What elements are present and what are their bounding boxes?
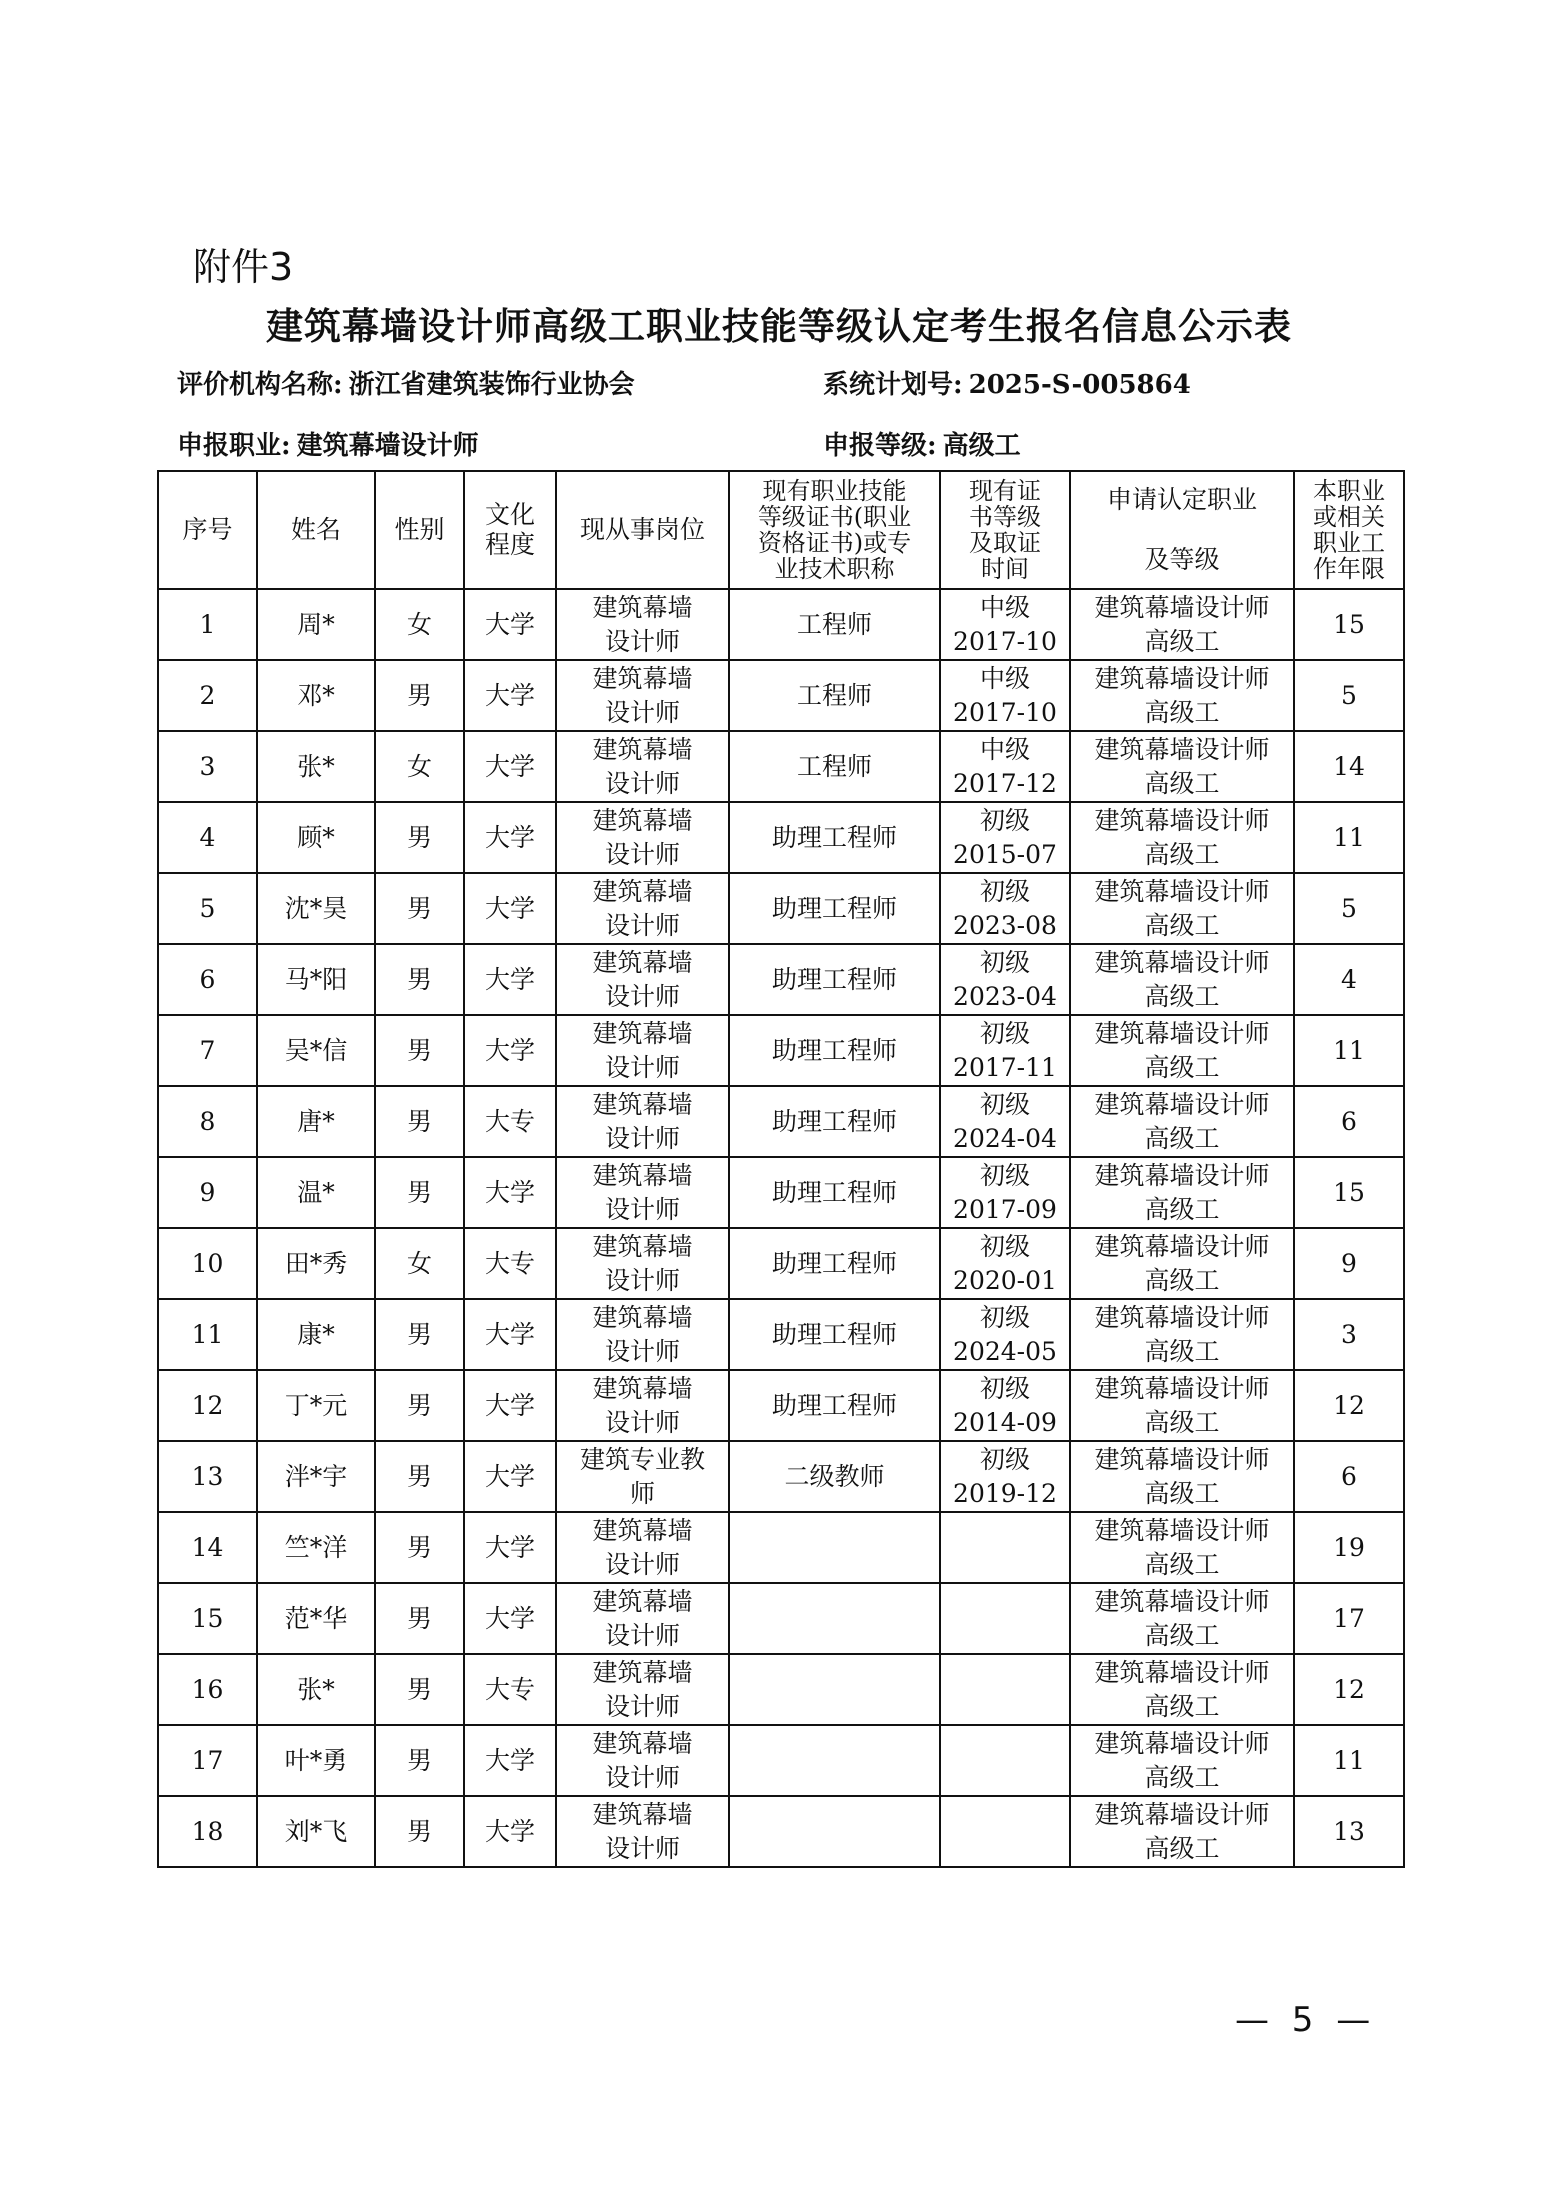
cert-level-date-cell (940, 1654, 1070, 1725)
name-cell: 周* (257, 589, 375, 660)
position-cell: 建筑幕墙 设计师 (556, 1015, 729, 1086)
position-cell: 建筑幕墙 设计师 (556, 873, 729, 944)
table-row (158, 589, 1404, 660)
table-row (158, 873, 1404, 944)
table-row (158, 1796, 1404, 1867)
table-row (158, 1228, 1404, 1299)
name-cell: 康* (257, 1299, 375, 1370)
gender-cell: 男 (375, 1654, 464, 1725)
serial-cell: 5 (158, 873, 257, 944)
applied-level-cell: 建筑幕墙设计师 高级工 (1070, 589, 1294, 660)
education-cell: 大学 (464, 1015, 556, 1086)
education-cell: 大学 (464, 1370, 556, 1441)
cert-level-date-cell (940, 1725, 1070, 1796)
cert-level-date-cell: 中级 2017-10 (940, 589, 1070, 660)
applied-level-cell: 建筑幕墙设计师 高级工 (1070, 1725, 1294, 1796)
name-cell: 叶*勇 (257, 1725, 375, 1796)
certificate-cell: 助理工程师 (729, 1228, 940, 1299)
certificate-cell: 助理工程师 (729, 1086, 940, 1157)
header-cell: 申请认定职业 及等级 (1070, 471, 1294, 589)
education-cell: 大专 (464, 1654, 556, 1725)
education-cell: 大学 (464, 1725, 556, 1796)
plan-label: 系统计划号: (823, 370, 963, 400)
table-row (158, 1299, 1404, 1370)
header-cell: 现从事岗位 (556, 471, 729, 589)
work-years-cell: 12 (1294, 1654, 1404, 1725)
gender-cell: 男 (375, 1157, 464, 1228)
work-years-cell: 6 (1294, 1441, 1404, 1512)
work-years-cell: 3 (1294, 1299, 1404, 1370)
position-cell: 建筑幕墙 设计师 (556, 589, 729, 660)
level-value: 高级工 (942, 431, 1021, 461)
serial-cell: 18 (158, 1796, 257, 1867)
certificate-cell: 二级教师 (729, 1441, 940, 1512)
gender-cell: 男 (375, 1796, 464, 1867)
applied-level-cell: 建筑幕墙设计师 高级工 (1070, 1654, 1294, 1725)
certificate-cell (729, 1654, 940, 1725)
gender-cell: 男 (375, 1370, 464, 1441)
education-cell: 大专 (464, 1086, 556, 1157)
name-cell: 范*华 (257, 1583, 375, 1654)
header-cell: 姓名 (257, 471, 375, 589)
name-cell: 马*阳 (257, 944, 375, 1015)
applied-level-cell: 建筑幕墙设计师 高级工 (1070, 731, 1294, 802)
table-row (158, 1157, 1404, 1228)
certificate-cell: 工程师 (729, 589, 940, 660)
document-title: 建筑幕墙设计师高级工职业技能等级认定考生报名信息公示表 (266, 304, 1292, 348)
applied-level-cell: 建筑幕墙设计师 高级工 (1070, 944, 1294, 1015)
work-years-cell: 13 (1294, 1796, 1404, 1867)
name-cell: 丁*元 (257, 1370, 375, 1441)
table-row (158, 660, 1404, 731)
education-cell: 大学 (464, 1512, 556, 1583)
serial-cell: 9 (158, 1157, 257, 1228)
serial-cell: 12 (158, 1370, 257, 1441)
certificate-cell (729, 1796, 940, 1867)
cert-level-date-cell: 中级 2017-10 (940, 660, 1070, 731)
serial-cell: 14 (158, 1512, 257, 1583)
cert-level-date-cell (940, 1512, 1070, 1583)
work-years-cell: 11 (1294, 1015, 1404, 1086)
name-cell: 温* (257, 1157, 375, 1228)
org-meta (177, 364, 635, 401)
certificate-cell: 助理工程师 (729, 1370, 940, 1441)
org-value: 浙江省建筑装饰行业协会 (348, 370, 635, 400)
gender-cell: 男 (375, 1441, 464, 1512)
education-cell: 大学 (464, 1157, 556, 1228)
gender-cell: 男 (375, 873, 464, 944)
name-cell: 唐* (257, 1086, 375, 1157)
certificate-cell: 工程师 (729, 731, 940, 802)
education-cell: 大学 (464, 1299, 556, 1370)
applied-level-cell: 建筑幕墙设计师 高级工 (1070, 1157, 1294, 1228)
cert-level-date-cell: 初级 2014-09 (940, 1370, 1070, 1441)
serial-cell: 2 (158, 660, 257, 731)
serial-cell: 1 (158, 589, 257, 660)
education-cell: 大学 (464, 589, 556, 660)
serial-cell: 11 (158, 1299, 257, 1370)
work-years-cell: 5 (1294, 660, 1404, 731)
position-cell: 建筑幕墙 设计师 (556, 944, 729, 1015)
serial-cell: 10 (158, 1228, 257, 1299)
position-cell: 建筑幕墙 设计师 (556, 731, 729, 802)
level-label: 申报等级: (823, 431, 937, 461)
cert-level-date-cell: 初级 2024-04 (940, 1086, 1070, 1157)
cert-level-date-cell: 初级 2024-05 (940, 1299, 1070, 1370)
gender-cell: 男 (375, 660, 464, 731)
applied-level-cell: 建筑幕墙设计师 高级工 (1070, 802, 1294, 873)
name-cell: 顾* (257, 802, 375, 873)
header-cell: 文化 程度 (464, 471, 556, 589)
name-cell: 竺*洋 (257, 1512, 375, 1583)
table-row (158, 1512, 1404, 1583)
applied-level-cell: 建筑幕墙设计师 高级工 (1070, 1583, 1294, 1654)
education-cell: 大学 (464, 1583, 556, 1654)
gender-cell: 男 (375, 802, 464, 873)
position-cell: 建筑幕墙 设计师 (556, 1583, 729, 1654)
applied-level-cell: 建筑幕墙设计师 高级工 (1070, 1086, 1294, 1157)
table-body (158, 589, 1404, 1867)
position-cell: 建筑幕墙 设计师 (556, 1228, 729, 1299)
name-cell: 刘*飞 (257, 1796, 375, 1867)
education-cell: 大学 (464, 1796, 556, 1867)
work-years-cell: 5 (1294, 873, 1404, 944)
header-cell: 本职业 或相关 职业工 作年限 (1294, 471, 1404, 589)
certificate-cell (729, 1512, 940, 1583)
certificate-cell: 助理工程师 (729, 1299, 940, 1370)
education-cell: 大学 (464, 660, 556, 731)
cert-level-date-cell: 初级 2015-07 (940, 802, 1070, 873)
cert-level-date-cell (940, 1583, 1070, 1654)
name-cell: 泮*宇 (257, 1441, 375, 1512)
gender-cell: 男 (375, 1512, 464, 1583)
serial-cell: 17 (158, 1725, 257, 1796)
position-cell: 建筑幕墙 设计师 (556, 1370, 729, 1441)
applied-level-cell: 建筑幕墙设计师 高级工 (1070, 660, 1294, 731)
certificate-cell: 工程师 (729, 660, 940, 731)
position-cell: 建筑专业教 师 (556, 1441, 729, 1512)
education-cell: 大学 (464, 1441, 556, 1512)
work-years-cell: 9 (1294, 1228, 1404, 1299)
plan-meta (823, 364, 1191, 401)
serial-cell: 4 (158, 802, 257, 873)
certificate-cell: 助理工程师 (729, 1015, 940, 1086)
applied-level-cell: 建筑幕墙设计师 高级工 (1070, 1015, 1294, 1086)
applied-level-cell: 建筑幕墙设计师 高级工 (1070, 1441, 1294, 1512)
header-cell: 现有职业技能 等级证书(职业 资格证书)或专 业技术职称 (729, 471, 940, 589)
gender-cell: 女 (375, 1228, 464, 1299)
attachment-label: 附件3 (193, 245, 294, 289)
position-cell: 建筑幕墙 设计师 (556, 1157, 729, 1228)
gender-cell: 女 (375, 731, 464, 802)
serial-cell: 6 (158, 944, 257, 1015)
header-cell: 序号 (158, 471, 257, 589)
education-cell: 大学 (464, 873, 556, 944)
cert-level-date-cell: 初级 2020-01 (940, 1228, 1070, 1299)
position-cell: 建筑幕墙 设计师 (556, 1512, 729, 1583)
page-number: — 5 — (1235, 2000, 1377, 2040)
serial-cell: 3 (158, 731, 257, 802)
position-cell: 建筑幕墙 设计师 (556, 660, 729, 731)
gender-cell: 男 (375, 1015, 464, 1086)
name-cell: 邓* (257, 660, 375, 731)
cert-level-date-cell: 初级 2017-09 (940, 1157, 1070, 1228)
work-years-cell: 17 (1294, 1583, 1404, 1654)
work-years-cell: 15 (1294, 1157, 1404, 1228)
cert-level-date-cell: 初级 2017-11 (940, 1015, 1070, 1086)
certificate-cell: 助理工程师 (729, 873, 940, 944)
applicant-table (157, 470, 1405, 1868)
table-header-row (158, 471, 1404, 589)
certificate-cell (729, 1725, 940, 1796)
education-cell: 大专 (464, 1228, 556, 1299)
work-years-cell: 19 (1294, 1512, 1404, 1583)
table-row (158, 1654, 1404, 1725)
header-cell: 现有证 书等级 及取证 时间 (940, 471, 1070, 589)
work-years-cell: 6 (1294, 1086, 1404, 1157)
gender-cell: 男 (375, 1299, 464, 1370)
education-cell: 大学 (464, 731, 556, 802)
gender-cell: 男 (375, 944, 464, 1015)
gender-cell: 男 (375, 1725, 464, 1796)
org-label: 评价机构名称: (177, 370, 343, 400)
certificate-cell: 助理工程师 (729, 1157, 940, 1228)
education-cell: 大学 (464, 944, 556, 1015)
certificate-cell: 助理工程师 (729, 802, 940, 873)
name-cell: 张* (257, 1654, 375, 1725)
name-cell: 沈*昊 (257, 873, 375, 944)
table-row (158, 1725, 1404, 1796)
education-cell: 大学 (464, 802, 556, 873)
gender-cell: 男 (375, 1086, 464, 1157)
applied-level-cell: 建筑幕墙设计师 高级工 (1070, 873, 1294, 944)
work-years-cell: 14 (1294, 731, 1404, 802)
serial-cell: 8 (158, 1086, 257, 1157)
level-meta (823, 425, 1021, 462)
table-row (158, 802, 1404, 873)
applied-level-cell: 建筑幕墙设计师 高级工 (1070, 1228, 1294, 1299)
position-cell: 建筑幕墙 设计师 (556, 1654, 729, 1725)
cert-level-date-cell (940, 1796, 1070, 1867)
gender-cell: 女 (375, 589, 464, 660)
table-row (158, 1441, 1404, 1512)
name-cell: 田*秀 (257, 1228, 375, 1299)
applied-level-cell: 建筑幕墙设计师 高级工 (1070, 1796, 1294, 1867)
table-row (158, 1086, 1404, 1157)
work-years-cell: 12 (1294, 1370, 1404, 1441)
serial-cell: 15 (158, 1583, 257, 1654)
applied-level-cell: 建筑幕墙设计师 高级工 (1070, 1370, 1294, 1441)
table-row (158, 1370, 1404, 1441)
applied-level-cell: 建筑幕墙设计师 高级工 (1070, 1299, 1294, 1370)
name-cell: 张* (257, 731, 375, 802)
position-cell: 建筑幕墙 设计师 (556, 1796, 729, 1867)
header-cell: 性别 (375, 471, 464, 589)
table-row (158, 1583, 1404, 1654)
certificate-cell: 助理工程师 (729, 944, 940, 1015)
work-years-cell: 4 (1294, 944, 1404, 1015)
position-cell: 建筑幕墙 设计师 (556, 1086, 729, 1157)
plan-value: 2025-S-005864 (968, 370, 1191, 400)
occupation-label: 申报职业: (177, 431, 291, 461)
work-years-cell: 15 (1294, 589, 1404, 660)
position-cell: 建筑幕墙 设计师 (556, 1299, 729, 1370)
position-cell: 建筑幕墙 设计师 (556, 802, 729, 873)
certificate-cell (729, 1583, 940, 1654)
occupation-meta (177, 425, 479, 462)
cert-level-date-cell: 初级 2023-04 (940, 944, 1070, 1015)
position-cell: 建筑幕墙 设计师 (556, 1725, 729, 1796)
work-years-cell: 11 (1294, 1725, 1404, 1796)
work-years-cell: 11 (1294, 802, 1404, 873)
serial-cell: 7 (158, 1015, 257, 1086)
serial-cell: 13 (158, 1441, 257, 1512)
cert-level-date-cell: 初级 2023-08 (940, 873, 1070, 944)
gender-cell: 男 (375, 1583, 464, 1654)
applied-level-cell: 建筑幕墙设计师 高级工 (1070, 1512, 1294, 1583)
cert-level-date-cell: 初级 2019-12 (940, 1441, 1070, 1512)
cert-level-date-cell: 中级 2017-12 (940, 731, 1070, 802)
table-row (158, 1015, 1404, 1086)
table-row (158, 944, 1404, 1015)
name-cell: 吴*信 (257, 1015, 375, 1086)
serial-cell: 16 (158, 1654, 257, 1725)
table-row (158, 731, 1404, 802)
occupation-value: 建筑幕墙设计师 (296, 431, 479, 461)
